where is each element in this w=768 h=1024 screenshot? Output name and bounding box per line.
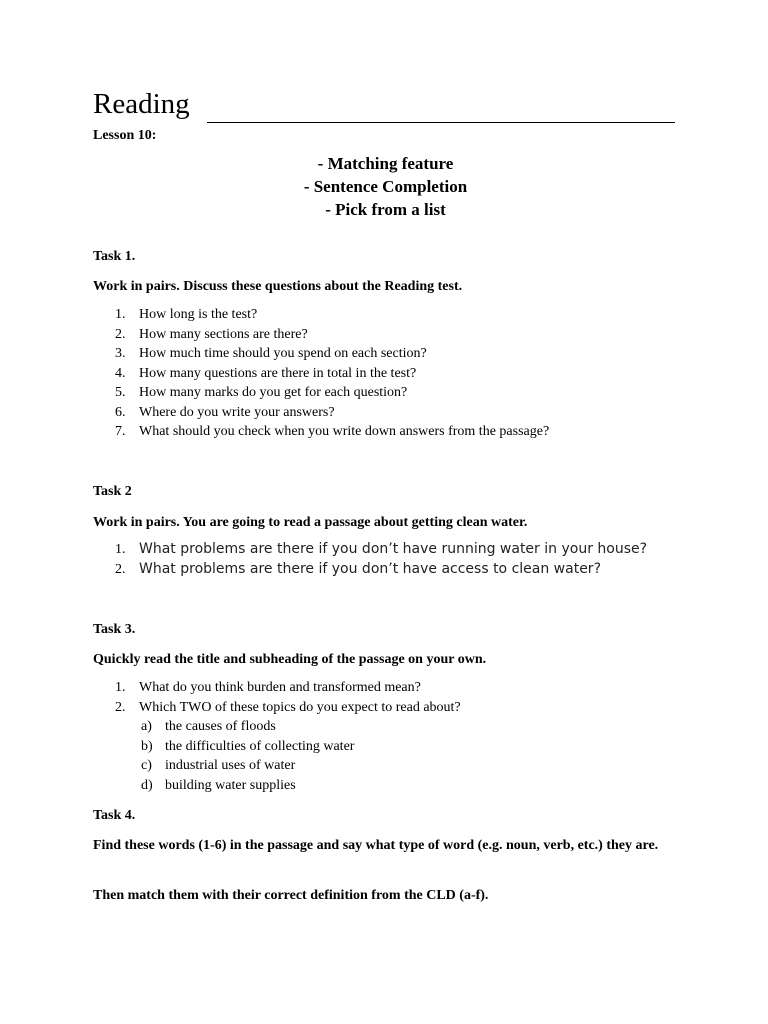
task3-instruction-block bbox=[93, 650, 683, 670]
topic-list bbox=[93, 152, 678, 221]
list-item bbox=[93, 698, 683, 718]
task1-heading: Task 1. bbox=[93, 249, 136, 264]
item-text: What should you check when you write down answers from the passage? bbox=[139, 424, 550, 439]
option-letter: d) bbox=[141, 777, 153, 793]
option-letter: a) bbox=[141, 719, 152, 734]
task4-instruction: Find these words (1-6) in the passage and say what type of word (e.g. noun, verb, etc.) they are. bbox=[93, 838, 659, 853]
item-number: 2. bbox=[115, 699, 126, 715]
task4-heading: Task 4. bbox=[93, 808, 136, 823]
list-item bbox=[93, 305, 683, 325]
task2-instruction-block bbox=[93, 513, 683, 533]
item-number: 5. bbox=[115, 385, 126, 400]
item-text: How much time should you spend on each section? bbox=[139, 346, 427, 361]
item-text: What do you think burden and transformed mean? bbox=[139, 680, 421, 695]
task3-heading-block bbox=[93, 620, 683, 640]
topic-item: - Matching feature bbox=[317, 154, 454, 173]
item-number: 2. bbox=[115, 326, 126, 342]
list-item bbox=[93, 344, 683, 364]
option-item bbox=[93, 717, 683, 737]
task4-instruction2-block bbox=[93, 886, 683, 906]
list-item bbox=[93, 560, 683, 580]
item-text: What problems are there if you don’t have access to clean water? bbox=[139, 560, 601, 577]
task2-heading: Task 2 bbox=[93, 484, 132, 499]
option-text: building water supplies bbox=[165, 777, 296, 793]
item-text: How many questions are there in total in the test? bbox=[139, 365, 417, 381]
task1-heading-block bbox=[93, 247, 683, 267]
item-number: 3. bbox=[115, 346, 126, 361]
task2-instruction: Work in pairs. You are going to read a passage about getting clean water. bbox=[93, 515, 528, 530]
item-text: What problems are there if you don’t have running water in your house? bbox=[139, 541, 648, 557]
option-letter: b) bbox=[141, 738, 153, 754]
list-item bbox=[93, 325, 683, 345]
option-text: the difficulties of collecting water bbox=[165, 738, 355, 754]
item-text: Where do you write your answers? bbox=[139, 404, 335, 420]
list-item bbox=[93, 364, 683, 384]
topic-item: - Sentence Completion bbox=[303, 177, 468, 196]
item-number: 1. bbox=[115, 680, 126, 695]
item-number: 2. bbox=[115, 561, 126, 577]
item-number: 4. bbox=[115, 365, 126, 381]
option-letter: c) bbox=[141, 758, 152, 773]
item-number: 6. bbox=[115, 404, 126, 420]
task3-question-list bbox=[93, 678, 683, 795]
task4-heading-block bbox=[93, 806, 683, 826]
page-title: Reading bbox=[93, 88, 190, 120]
list-item bbox=[93, 678, 683, 698]
option-item bbox=[93, 756, 683, 776]
option-text: industrial uses of water bbox=[165, 758, 296, 773]
list-item bbox=[93, 403, 683, 423]
task3-instruction: Quickly read the title and subheading of the passage on your own. bbox=[93, 652, 487, 667]
item-text: How many sections are there? bbox=[139, 326, 308, 342]
title-underline bbox=[207, 122, 675, 123]
task1-question-list bbox=[93, 305, 683, 442]
list-item bbox=[93, 383, 683, 403]
option-text: the causes of floods bbox=[165, 719, 276, 734]
task2-question-list bbox=[93, 540, 683, 579]
list-item bbox=[93, 540, 683, 560]
task4-instruction-block bbox=[93, 836, 678, 856]
item-number: 1. bbox=[115, 542, 126, 557]
task1-instruction: Work in pairs. Discuss these questions about the Reading test. bbox=[93, 279, 463, 294]
task1-instruction-block bbox=[93, 277, 683, 297]
list-item bbox=[93, 422, 683, 442]
task2-heading-block bbox=[93, 482, 683, 502]
task3-heading: Task 3. bbox=[93, 622, 136, 637]
topic-item: - Pick from a list bbox=[325, 200, 446, 219]
option-item bbox=[93, 776, 683, 796]
option-item bbox=[93, 737, 683, 757]
title-row bbox=[93, 86, 678, 126]
item-text: How long is the test? bbox=[139, 307, 258, 322]
item-text: How many marks do you get for each question? bbox=[139, 385, 408, 400]
item-text: Which TWO of these topics do you expect to read about? bbox=[139, 699, 461, 715]
lesson-label: Lesson 10: bbox=[93, 128, 157, 143]
item-number: 1. bbox=[115, 307, 126, 322]
item-number: 7. bbox=[115, 424, 126, 439]
task4-instruction-2: Then match them with their correct definition from the CLD (a-f). bbox=[93, 888, 489, 903]
